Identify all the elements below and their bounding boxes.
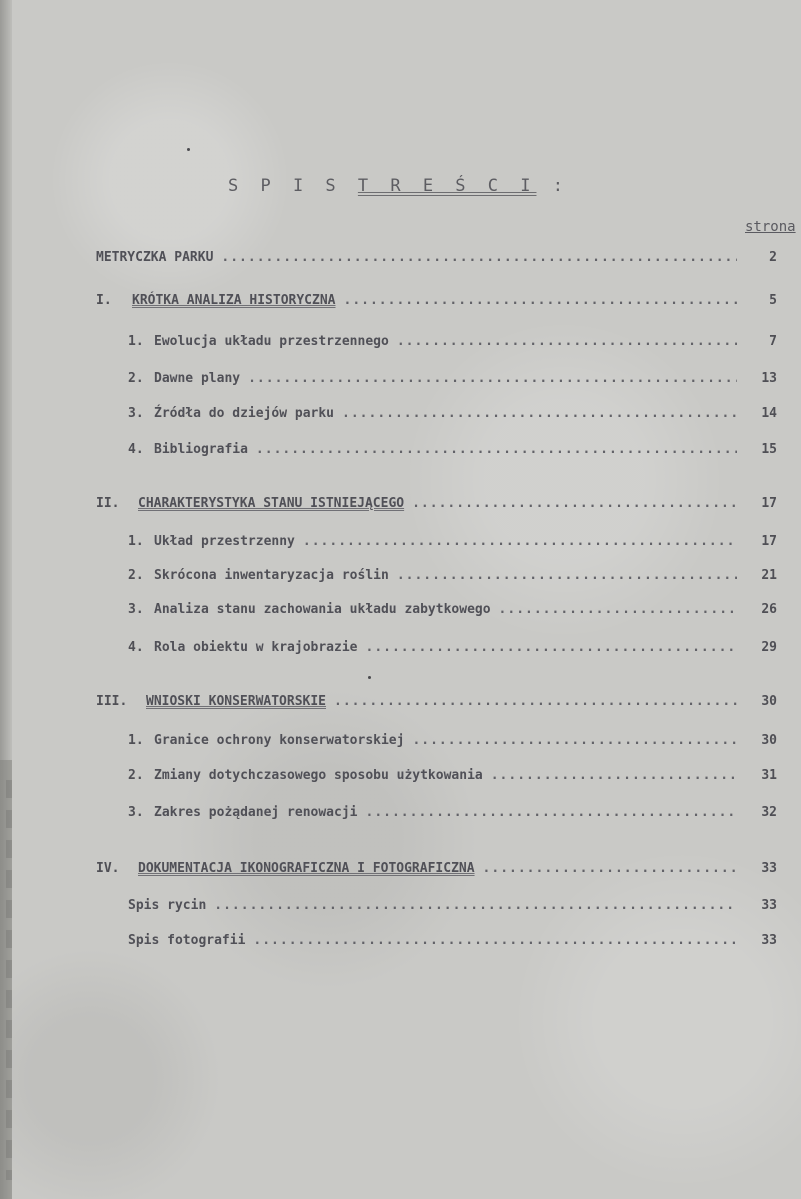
dot-leader (397, 568, 737, 583)
toc-entry-number: II. (96, 496, 120, 511)
title-suffix: : (536, 176, 569, 196)
toc-entry (128, 371, 777, 391)
toc-entry (128, 768, 777, 788)
dot-leader (397, 334, 737, 349)
toc-entry (128, 568, 777, 588)
toc-entry (128, 898, 777, 918)
toc-entry-page-number: 26 (761, 602, 777, 617)
dot-leader (253, 933, 737, 948)
toc-entry-label: Ewolucja układu przestrzennego (154, 334, 389, 349)
dot-leader (499, 602, 737, 617)
toc-entry-label: CHARAKTERYSTYKA STANU ISTNIEJĄCEGO (138, 496, 405, 511)
dot-leader (366, 805, 738, 820)
toc-entry-label: Spis rycin (128, 898, 207, 913)
toc-entry-number: 1. (128, 534, 144, 549)
dot-leader (483, 861, 737, 876)
toc-entry-page-number: 33 (761, 861, 777, 876)
toc-entry (96, 250, 777, 270)
toc-entry-page-number: 30 (761, 733, 777, 748)
toc-entry-number: 2. (128, 371, 144, 386)
toc-entry-page-number: 31 (761, 768, 777, 783)
toc-entry (96, 293, 777, 313)
toc-entry-page-number: 14 (761, 406, 777, 421)
toc-entry-number: IV. (96, 861, 120, 876)
toc-entry-number: 3. (128, 805, 144, 820)
toc-entry (128, 442, 777, 462)
toc-entry-label: Skrócona inwentaryzacja roślin (154, 568, 389, 583)
toc-entry-page-number: 33 (761, 933, 777, 948)
toc-entry-label: Układ przestrzenny (154, 534, 295, 549)
toc-entry-number: 4. (128, 640, 144, 655)
stray-mark (187, 148, 190, 151)
toc-entry (128, 805, 777, 825)
toc-entry-page-number: 30 (761, 694, 777, 709)
toc-entry (128, 534, 777, 554)
toc-entry (128, 334, 777, 354)
toc-entry-label: METRYCZKA PARKU (96, 250, 214, 265)
toc-entry-number: I. (96, 293, 112, 308)
toc-entry-page-number: 5 (769, 293, 777, 308)
toc-entry-number: 2. (128, 768, 144, 783)
toc-entry (96, 861, 777, 881)
toc-entry (128, 933, 777, 953)
toc-entry (128, 640, 777, 660)
toc-entry-page-number: 15 (761, 442, 777, 457)
toc-entry-label: Analiza stanu zachowania układu zabytkowego (154, 602, 491, 617)
dot-leader (248, 371, 737, 386)
toc-entry-label: KRÓTKA ANALIZA HISTORYCZNA (132, 293, 336, 308)
toc-entry (96, 694, 777, 714)
toc-entry-number: III. (96, 694, 128, 709)
title-underlined: T R E Ś C I (357, 176, 537, 196)
toc-entry (128, 602, 777, 622)
toc-entry-page-number: 17 (761, 496, 777, 511)
dot-leader (221, 250, 737, 265)
title-prefix: S P I S (228, 176, 358, 196)
dot-leader (412, 496, 737, 511)
toc-entry-number: 1. (128, 733, 144, 748)
toc-entry-label: Źródła do dziejów parku (154, 406, 335, 421)
toc-entry-page-number: 21 (761, 568, 777, 583)
dot-leader (214, 898, 737, 913)
toc-entry-page-number: 2 (769, 250, 777, 265)
toc-entry-number: 4. (128, 442, 144, 457)
toc-entry-number: 2. (128, 568, 144, 583)
toc-entry-number: 1. (128, 334, 144, 349)
toc-entry-label: Rola obiektu w krajobrazie (154, 640, 358, 655)
dot-leader (366, 640, 738, 655)
toc-entry-label: WNIOSKI KONSERWATORSKIE (146, 694, 327, 709)
dot-leader (344, 293, 738, 308)
toc-entry-label: Spis fotografii (128, 933, 246, 948)
page-column-header: strona (745, 219, 796, 235)
page-title (228, 176, 569, 196)
toc-entry-label: Bibliografia (154, 442, 248, 457)
dot-leader (334, 694, 737, 709)
toc-entry (128, 406, 777, 426)
toc-entry-label: Granice ochrony konserwatorskiej (154, 733, 405, 748)
toc-entry-page-number: 13 (761, 371, 777, 386)
dot-leader (342, 406, 737, 421)
toc-entry-label: Zakres pożądanej renowacji (154, 805, 358, 820)
toc-entry-number: 3. (128, 406, 144, 421)
stray-mark (368, 676, 371, 679)
document-page (12, 0, 801, 1199)
toc-entry-label: Dawne plany (154, 371, 241, 386)
toc-entry (96, 496, 777, 516)
dot-leader (256, 442, 737, 457)
toc-entry-page-number: 29 (761, 640, 777, 655)
toc-entry-page-number: 32 (761, 805, 777, 820)
toc-entry-label: Zmiany dotychczasowego sposobu użytkowania (154, 768, 483, 783)
toc-entry-label: DOKUMENTACJA IKONOGRAFICZNA I FOTOGRAFICZNA (138, 861, 475, 876)
toc-entry-number: 3. (128, 602, 144, 617)
dot-leader (491, 768, 737, 783)
dot-leader (412, 733, 737, 748)
dot-leader (303, 534, 737, 549)
toc-entry-page-number: 17 (761, 534, 777, 549)
toc-entry-page-number: 7 (769, 334, 777, 349)
toc-entry (128, 733, 777, 753)
toc-entry-page-number: 33 (761, 898, 777, 913)
